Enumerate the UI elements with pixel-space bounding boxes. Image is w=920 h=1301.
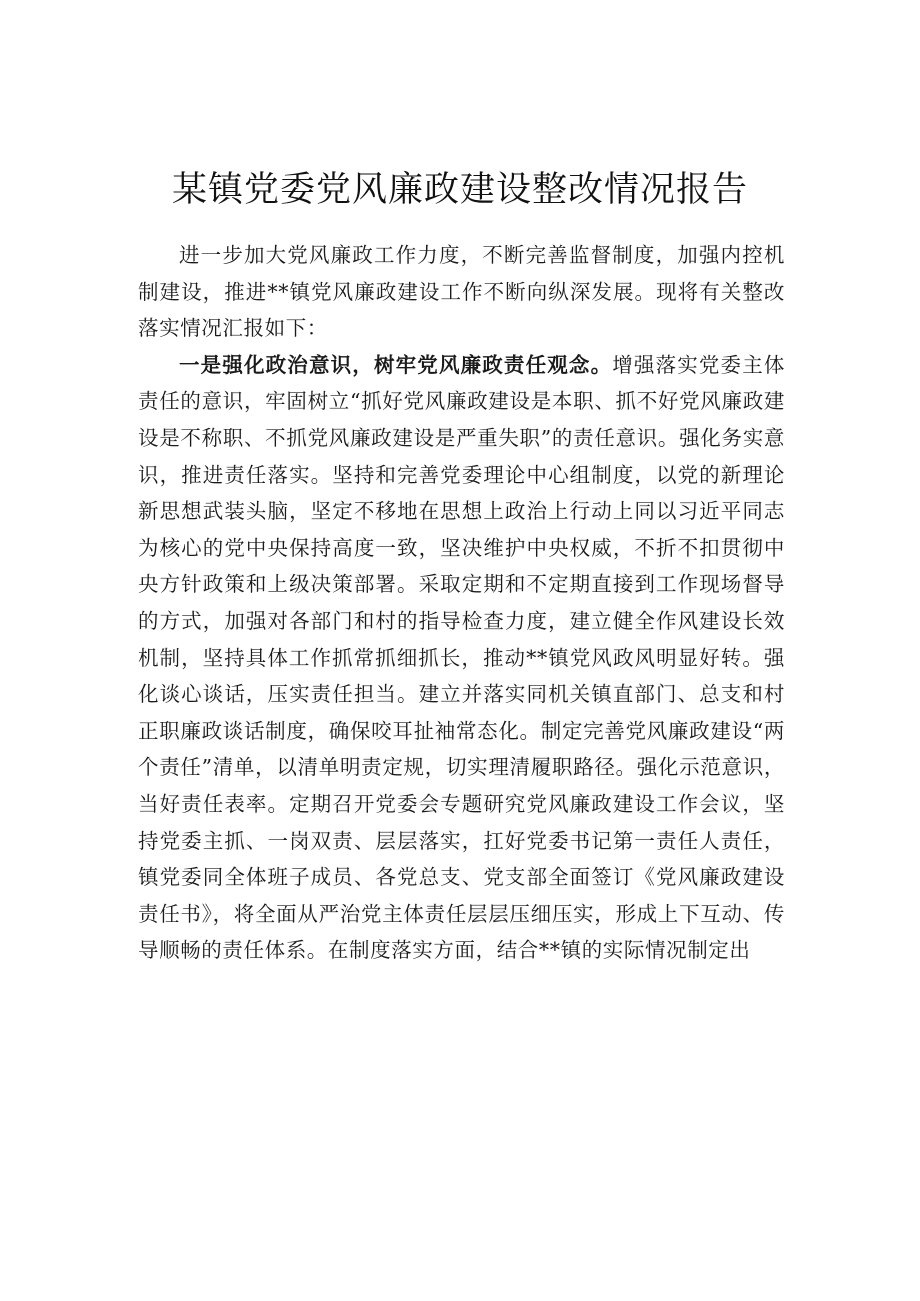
intro-paragraph: 进一步加大党风廉政工作力度，不断完善监督制度，加强内控机制建设，推进**镇党风廉政建设工作不断向纵深发展。现将有关整改落实情况汇报如下： (138, 243, 785, 341)
section-1-body: 增强落实党委主体责任的意识，牢固树立“抓好党风廉政建设是本职、抓不好党风廉政建设是不称职、不抓党风廉政建设是严重失职”的责任意识。强化务实意识，推进责任落实。坚持和完善党委理论中心组制度，以党的新理论新思想武装头脑，坚定不移地在思想上政治上行动上同以习近平同志为核心的党中央保持高度一致，坚决维护中央权威，不折不扣贯彻中央方针政策和上级决策部署。采取定期和不定期直接到工作现场督导的方式，加强对各部门和村的指导检查力度，建立健全作风建设长效机制，坚持具体工作抓常抓细抓长，推动**镇党风政风明显好转。强化谈心谈话，压实责任担当。建立并落实同机关镇直部门、总支和村正职廉政谈话制度，确保咬耳扯袖常态化。制定完善党风廉政建设“两个责任”清单，以清单明责定规，切实理清履职路径。强化示范意识，当好责任表率。定期召开党委会专题研究党风廉政建设工作会议，坚持党委主抓、一岗双责、层层落实，扛好党委书记第一责任人责任，镇党委同全体班子成员、各党总支、党支部全面签订《党风廉政建设责任书》，将全面从严治党主体责任层层压细压实，形成上下互动、传导顺畅的责任体系。在制度落实方面，结合**镇的实际情况制定出 (138, 352, 785, 963)
section-1-paragraph (138, 347, 785, 969)
document-title: 某镇党委党风廉政建设整改情况报告 (171, 170, 748, 210)
document-body (138, 237, 785, 969)
section-1-lead: 一是强化政治意识，树牢党风廉政责任观念。 (179, 352, 613, 377)
